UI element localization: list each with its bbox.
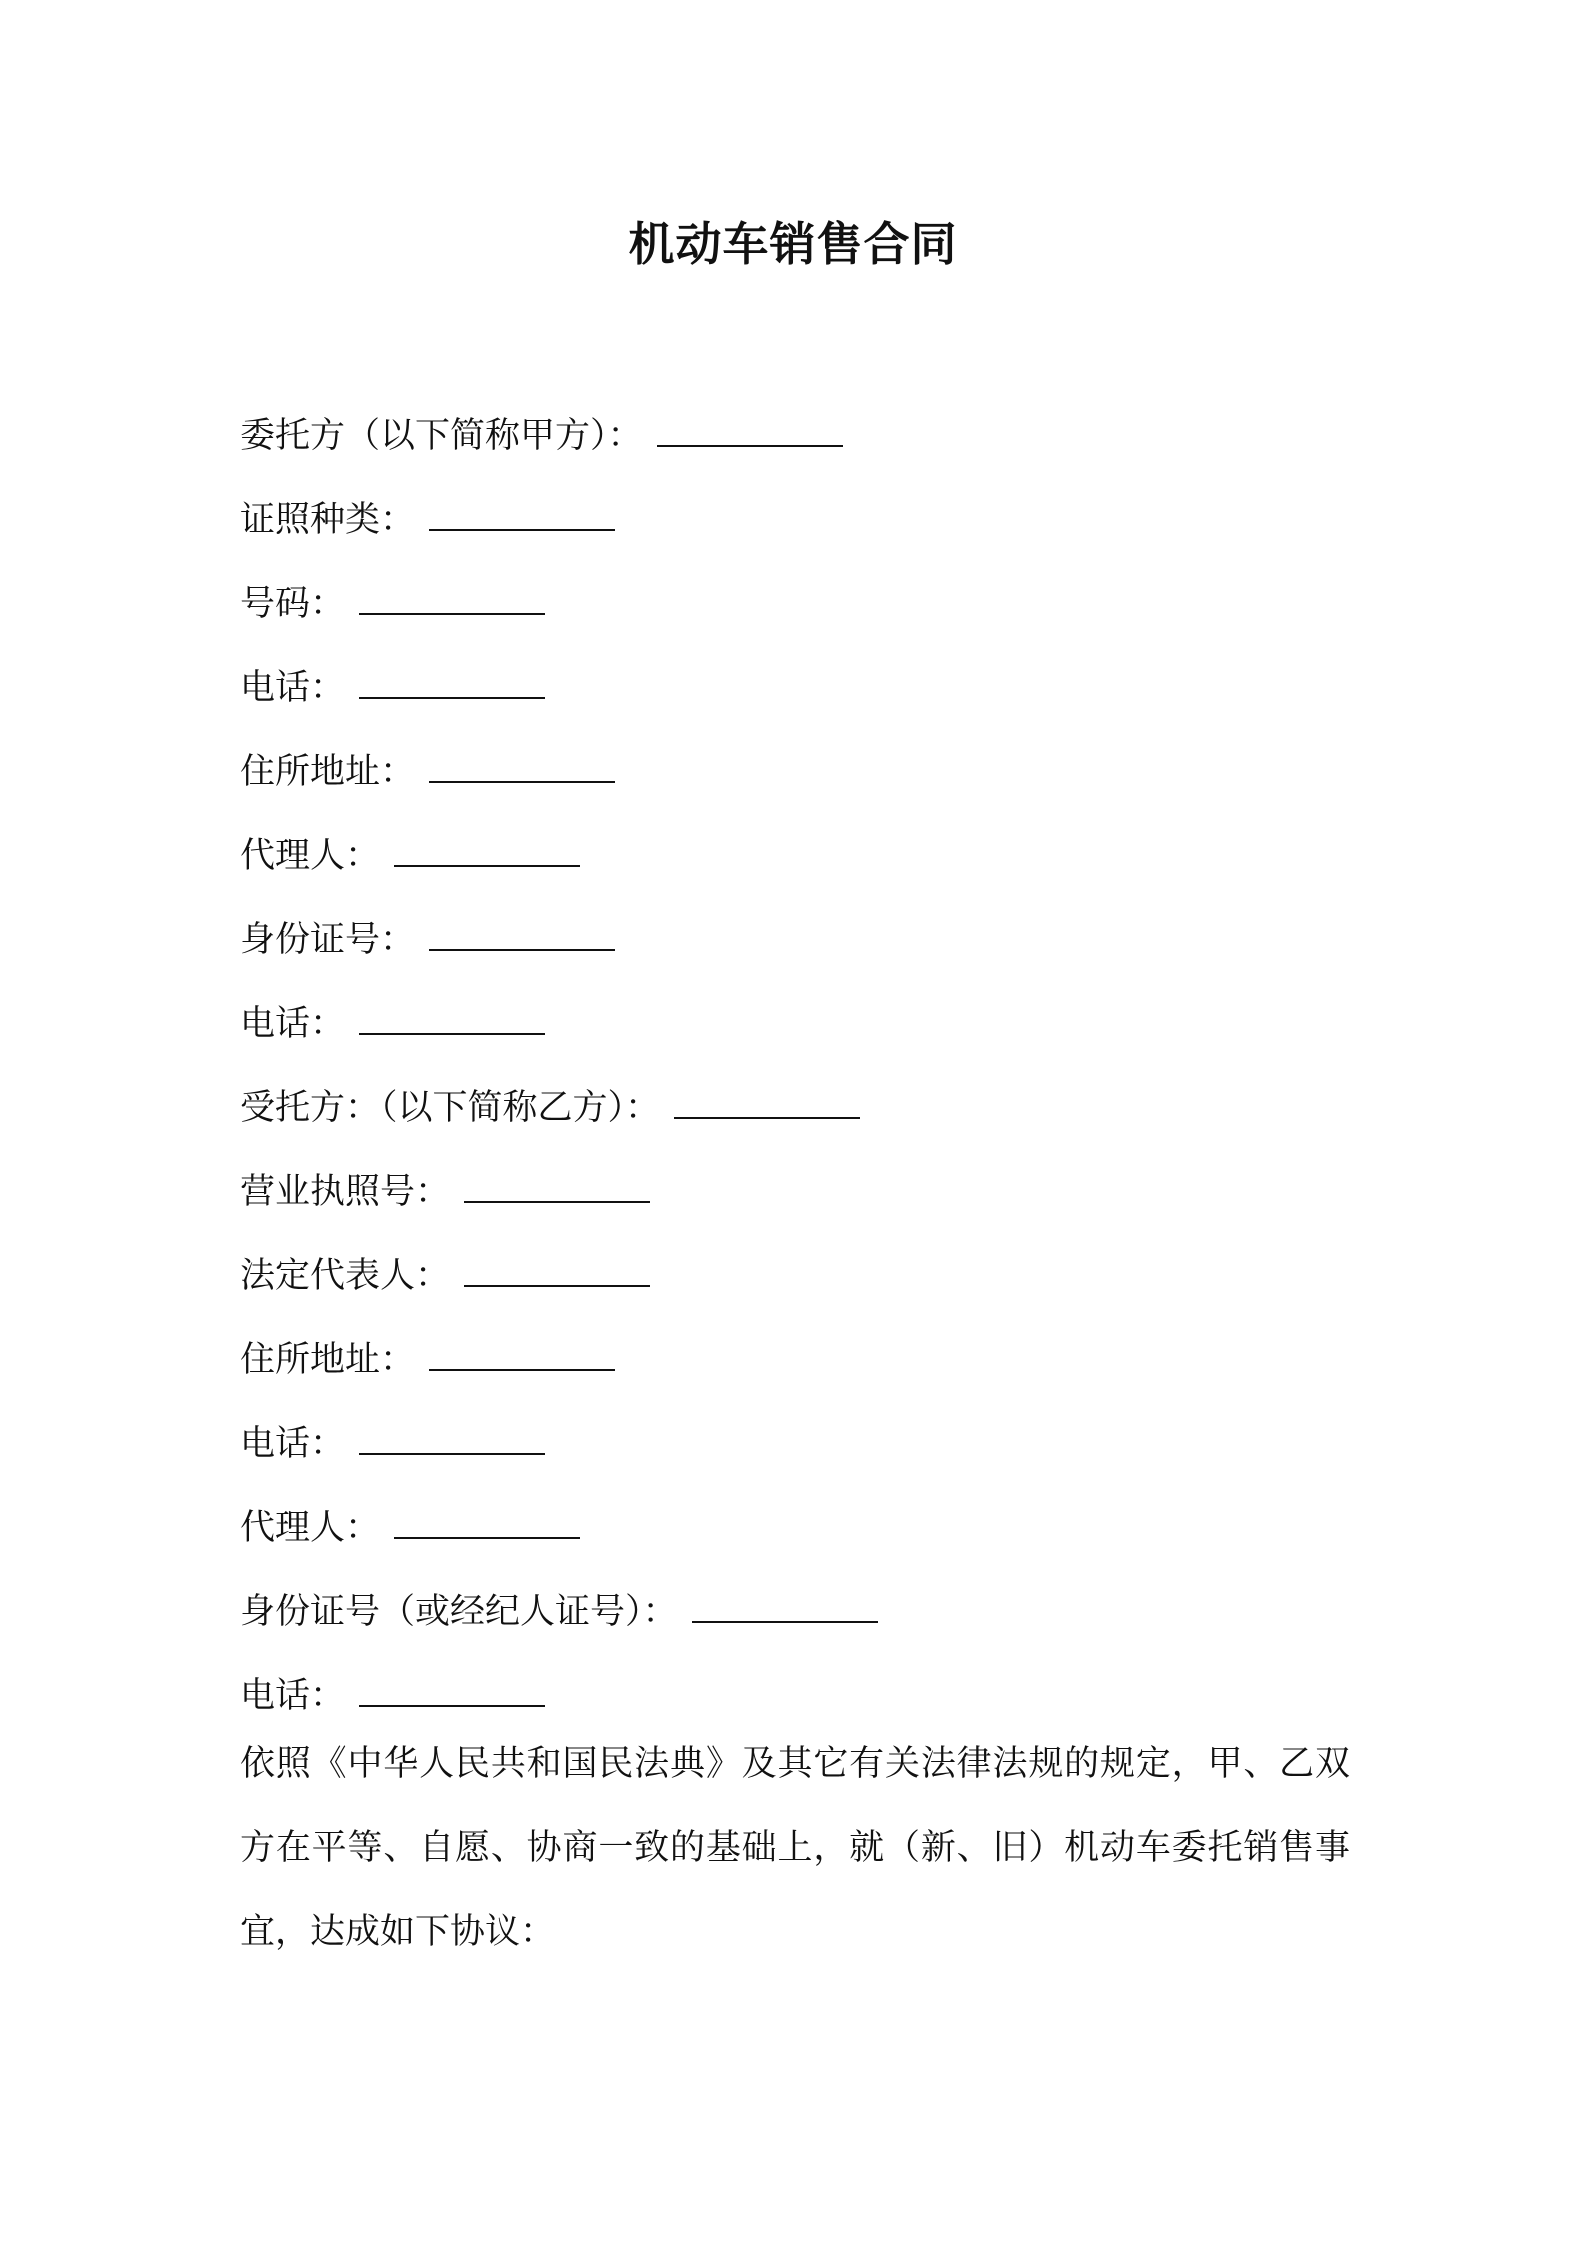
document-title: 机动车销售合同 <box>628 217 958 271</box>
field-label: 电话： <box>240 1424 346 1464</box>
field-label: 代理人： <box>240 836 381 876</box>
fill-blank <box>464 1255 650 1287</box>
field-label: 电话： <box>240 668 346 708</box>
field-label: 号码： <box>240 584 346 624</box>
field-label: 营业执照号： <box>240 1172 451 1212</box>
field-client <box>240 406 1350 490</box>
field-address <box>240 1330 1350 1414</box>
fill-blank <box>359 667 545 699</box>
field-label: 受托方：（以下简称乙方）： <box>240 1088 661 1128</box>
fill-blank <box>359 1423 545 1455</box>
field-phone <box>240 658 1350 742</box>
agreement-paragraph: 依照《中华人民共和国民法典》及其它有关法律法规的规定，甲、乙双方在平等、自愿、协商一致的基础上，就（新、旧）机动车委托销售事宜，达成如下协议： <box>240 1744 1350 1952</box>
field-label: 代理人： <box>240 1508 381 1548</box>
fill-blank <box>359 1003 545 1035</box>
field-label: 委托方（以下简称甲方）： <box>240 416 643 456</box>
field-number <box>240 574 1350 658</box>
field-license-type <box>240 490 1350 574</box>
fill-blank <box>429 751 615 783</box>
fill-blank <box>429 919 615 951</box>
field-business-license <box>240 1162 1350 1246</box>
field-agent <box>240 1498 1350 1582</box>
field-address <box>240 742 1350 826</box>
field-trustee <box>240 1078 1350 1162</box>
field-agent <box>240 826 1350 910</box>
field-phone <box>240 1414 1350 1498</box>
party-fields <box>240 406 1350 1750</box>
fill-blank <box>464 1171 650 1203</box>
field-legal-rep <box>240 1246 1350 1330</box>
field-label: 电话： <box>240 1676 346 1716</box>
field-label: 住所地址： <box>240 1340 416 1380</box>
field-id-or-broker-number <box>240 1582 1350 1666</box>
fill-blank <box>359 583 545 615</box>
fill-blank <box>429 499 615 531</box>
fill-blank <box>429 1339 615 1371</box>
field-label: 身份证号： <box>240 920 416 960</box>
field-label: 电话： <box>240 1004 346 1044</box>
field-label: 证照种类： <box>240 500 416 540</box>
fill-blank <box>394 835 580 867</box>
fill-blank <box>692 1591 878 1623</box>
field-phone <box>240 994 1350 1078</box>
field-label: 身份证号（或经纪人证号）： <box>240 1592 678 1632</box>
fill-blank <box>657 415 843 447</box>
field-label: 法定代表人： <box>240 1256 451 1296</box>
field-id-number <box>240 910 1350 994</box>
fill-blank <box>394 1507 580 1539</box>
field-label: 住所地址： <box>240 752 416 792</box>
fill-blank <box>359 1675 545 1707</box>
fill-blank <box>674 1087 860 1119</box>
